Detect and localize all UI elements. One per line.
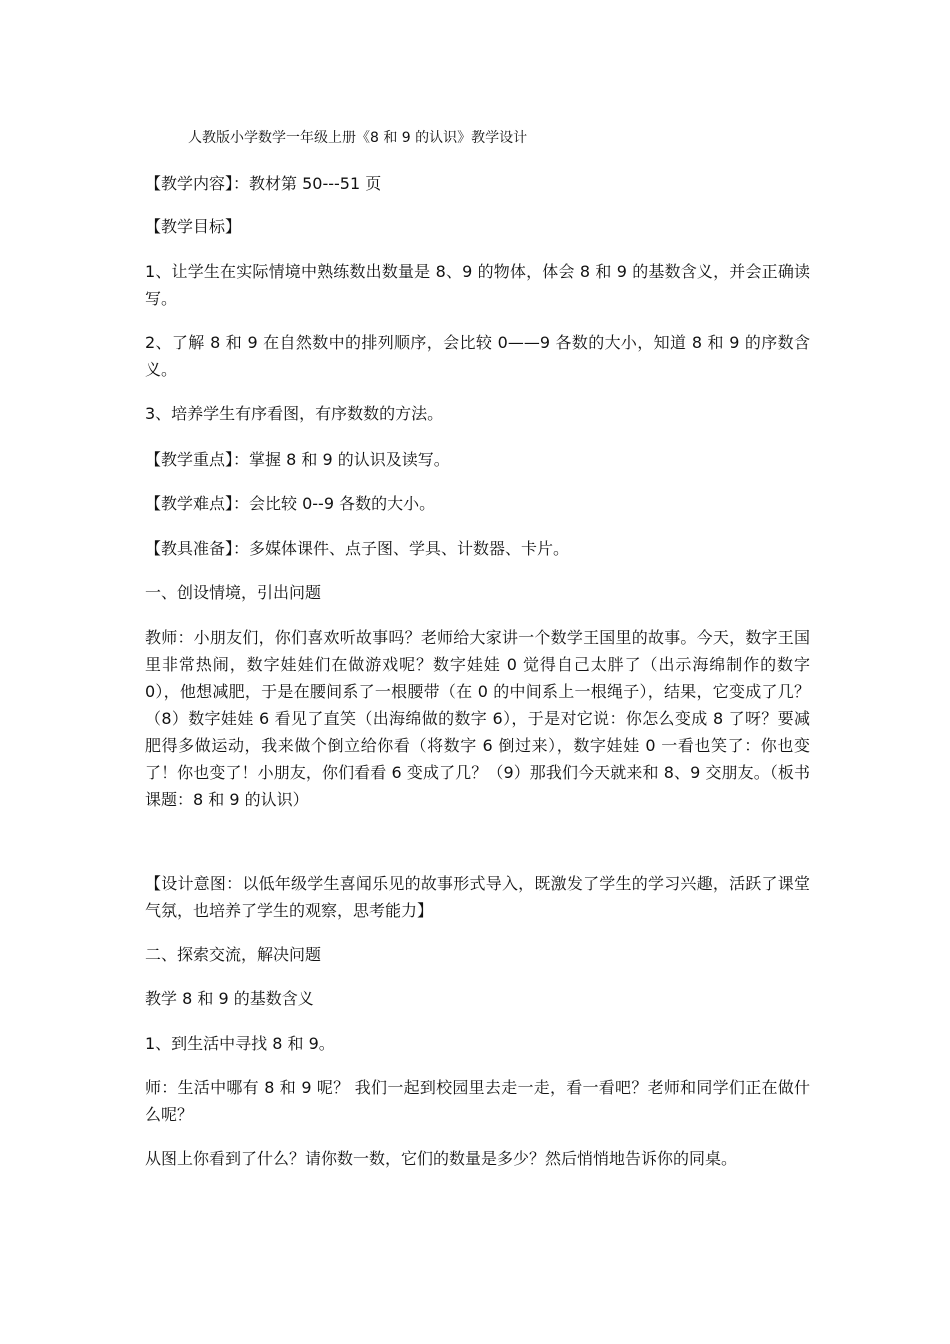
cardinal-meaning-heading: 教学 8 和 9 的基数含义: [145, 989, 314, 1008]
teaching-aids: 【教具准备】：多媒体课件、点子图、学具、计数器、卡片。: [145, 539, 570, 558]
step-1: 1、到生活中寻找 8 和 9。: [145, 1034, 335, 1053]
section-2-heading: 二、探索交流，解决问题: [145, 945, 322, 964]
teaching-key-points: 【教学重点】：掌握 8 和 9 的认识及读写。: [145, 450, 450, 469]
document-page: [145, 0, 810, 1344]
teaching-goals-heading: 【教学目标】: [145, 217, 242, 236]
design-intent: 【设计意图：以低年级学生喜闻乐见的故事形式导入，既激发了学生的学习兴趣，活跃了课堂气氛，也培养了学生的观察，思考能力】: [145, 874, 810, 920]
section-1-heading: 一、创设情境，引出问题: [145, 583, 322, 602]
document-title: 人教版小学数学一年级上册《8 和 9 的认识》教学设计: [188, 130, 528, 146]
teaching-difficulties: 【教学难点】：会比较 0--9 各数的大小。: [145, 494, 436, 513]
goal-1: 1、让学生在实际情境中熟练数出数量是 8、9 的物体，体会 8 和 9 的基数含义，并会正确读写。: [145, 262, 810, 308]
story-paragraph: 教师：小朋友们，你们喜欢听故事吗？老师给大家讲一个数学王国里的故事。今天，数字王国里非常热闹，数字娃娃们在做游戏呢？数字娃娃 0 觉得自己太胖了（出示海绵制作的数字 0），他想减肥，于是在腰间系了一根腰带（在 0 的中间系上一根绳子），结果，它变成了几？（8）数字娃娃 6 看见了直笑（出海绵做的数字 6），于是对它说：你怎么变成 8 了呀？要减肥得多做运动，我来做个倒立给你看（将数字 6 倒过来），数字娃娃 0 一看也笑了：你也变了！你也变了！小朋友，你们看看 6 变成了几？（9）那我们今天就来和 8、9 交朋友。（板书课题：8 和 9 的认识）: [145, 628, 810, 809]
teaching-content: 【教学内容】：教材第 50---51 页: [145, 174, 382, 193]
teacher-question: 师：生活中哪有 8 和 9 呢？ 我们一起到校园里去走一走，看一看吧？老师和同学们正在做什么呢？: [145, 1078, 810, 1124]
count-instruction: 从图上你看到了什么？请你数一数，它们的数量是多少？然后悄悄地告诉你的同桌。: [145, 1149, 738, 1168]
goal-3: 3、培养学生有序看图，有序数数的方法。: [145, 404, 444, 423]
goal-2: 2、了解 8 和 9 在自然数中的排列顺序，会比较 0——9 各数的大小，知道 8 和 9 的序数含义。: [145, 333, 810, 379]
